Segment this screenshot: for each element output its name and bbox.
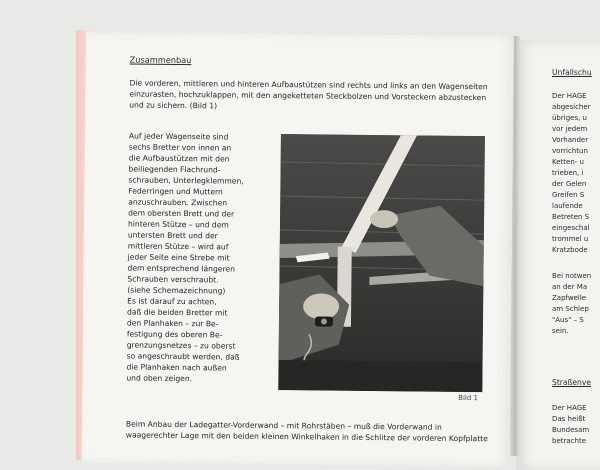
- right-line: Vorhander: [552, 136, 589, 144]
- assembly-instructions: Auf jeder Wagenseite sind sechs Bretter von innen an die Aufbaustützen mit den beiliegenden Flachrund- schrauben, Unterlegklemmen, Federringen und Muttern anzuschrauben. Zwischen dem obersten Brett und der hinteren Stütze – und dem untersten Brett und der mittleren Stütze – wird auf jeder Seite eine Strebe mit dem entsprechend längeren Schrauben verschraubt. (siehe Schemazeichnung) Es ist darauf zu achten, daß die beiden Bretter mit den Planhaken – zur Be- festigung des oberen Be- grenzungsnetzes – zu oberst so angeschraubt werden, daß die Planhaken nach außen und oben zeigen.: [126, 131, 244, 384]
- right-line: sein.: [552, 327, 569, 335]
- right-line: Der HAGE: [552, 92, 587, 100]
- right-line: laufende: [552, 202, 583, 210]
- right-line: Bei notwen: [552, 272, 592, 280]
- right-line: "Aus" – S: [552, 316, 584, 324]
- right-heading-1: Unfallschu: [552, 68, 592, 77]
- photo-illustration: [278, 134, 485, 392]
- right-heading-2: Straßenve: [552, 378, 592, 387]
- left-page: [81, 32, 513, 466]
- right-line: Kratzbode: [552, 246, 588, 254]
- right-line: Betreten S: [552, 213, 590, 221]
- right-line: vorrichtun: [552, 147, 588, 155]
- right-line: abgesicher: [552, 103, 591, 111]
- right-line: an der Ma: [552, 283, 588, 291]
- right-line: übriges, u: [552, 114, 587, 122]
- right-line: der Gelen: [552, 180, 587, 188]
- right-line: trommel u: [552, 235, 589, 243]
- right-line: am Schlep: [552, 305, 589, 313]
- right-page: [516, 40, 600, 470]
- right-line: Das heißt: [552, 415, 586, 423]
- right-line: Zapfwelle: [552, 294, 587, 302]
- right-line: Bundesam: [552, 426, 590, 434]
- photo-caption: Bild 1: [458, 393, 479, 403]
- intro-paragraph: Die vorderen, mittleren und hinteren Aufbaustützen sind rechts und links an den Wagenseiten einzurasten, hochzuklappen, mit den angeketteten Steckbolzen und Vorsteckern abzustecken und zu sichern. (Bild 1): [129, 78, 488, 111]
- right-line: Greifen S: [552, 191, 585, 199]
- right-line: trieben, i: [552, 169, 584, 177]
- right-line: betrachte: [552, 437, 586, 445]
- assembly-photo: [278, 134, 485, 392]
- right-line: Der HAGE: [552, 404, 587, 412]
- section-heading: Zusammenbau: [129, 54, 192, 66]
- bottom-paragraph: Beim Anbau der Ladegatter-Vorderwand – mit Rohrstäben – muß die Vorderwand in waagerechter Lage mit den beiden kleinen Winkelhaken in die Schlitze der vorderen Kopfplatte: [125, 419, 488, 444]
- right-line: vor jedem: [552, 125, 588, 133]
- right-line: Ketten- u: [552, 158, 584, 166]
- right-line: eingeschal: [552, 224, 590, 232]
